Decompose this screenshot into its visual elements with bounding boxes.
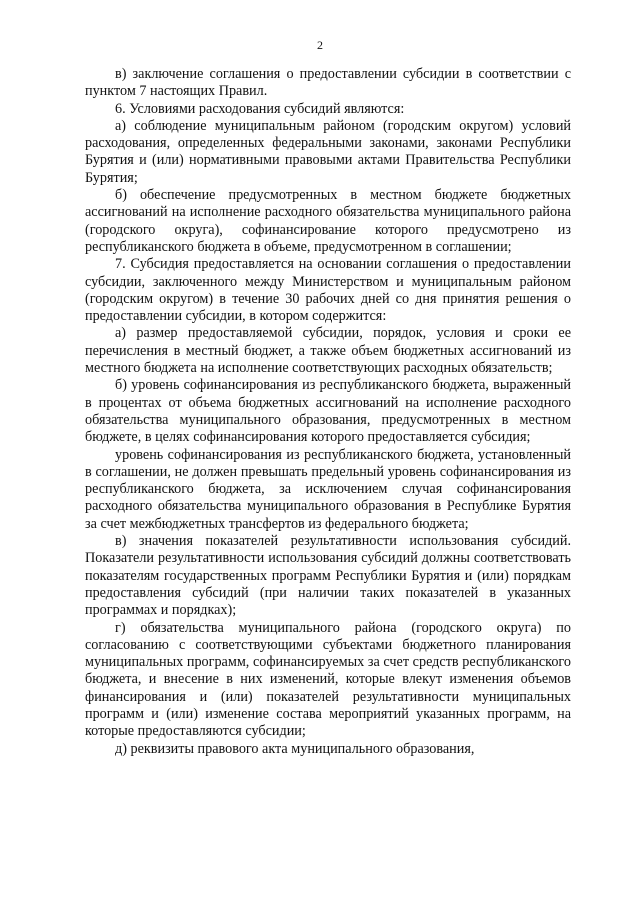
paragraph-7b-cofinancing-level: уровень софинансирования из республиканского бюджета, установленный в соглашении, не должен превышать предельный уровень софинансирования из республиканского бюджета, за исключением случая софинансирования расходного обязательства муниципального образования в Республике Бурятия за счет межбюджетных трансфертов из федерального бюджета; bbox=[85, 446, 571, 532]
paragraph-6b: б) обеспечение предусмотренных в местном бюджете бюджетных ассигнований на исполнение расходного обязательства муниципального района (городского округа), софинансирование которого предусмотрено из республиканского бюджета в объеме, предусмотренном в соглашении; bbox=[85, 187, 571, 255]
paragraph-section-6-heading: 6. Условиями расходования субсидий являются: bbox=[115, 100, 405, 117]
paragraph-7b: б) уровень софинансирования из республиканского бюджета, выраженный в процентах от объема бюджетных ассигнований на исполнение расходного обязательства муниципального образования, предусмотренных в местном бюджете, в целях софинансирования которого предоставляется субсидия; bbox=[85, 377, 571, 446]
document-body bbox=[85, 66, 571, 758]
paragraph-7g: г) обязательства муниципального района (городского округа) по согласованию с соответствующими субъектами бюджетного планирования муниципальных программ, софинансируемых за счет средств республиканского бюджета, и внесение в них изменений, которые влекут изменения объемов финансирования и (или) показателей результативности муниципальных программ и (или) изменение состава мероприятий указанных программ, на которые предоставляются субсидии; bbox=[85, 619, 571, 740]
paragraph-7v: в) значения показателей результативности использования субсидий. Показатели результативности использования субсидий должны соответствовать показателям государственных программ Республики Бурятия и (или) порядкам предоставления субсидий (при наличии таких показателей в указанных программах и порядках); bbox=[85, 533, 571, 619]
page-number: 2 bbox=[317, 38, 323, 52]
paragraph-agreement-conclusion: в) заключение соглашения о предоставлении субсидии в соответствии с пунктом 7 настоящих Правил. bbox=[85, 66, 571, 100]
paragraph-section-7: 7. Субсидия предоставляется на основании соглашения о предоставлении субсидии, заключенного между Министерством и муниципальным районом (городским округом) в течение 30 рабочих дней со дня принятия решения о предоставлении субсидии, в котором содержится: bbox=[85, 256, 571, 325]
paragraph-7a: а) размер предоставляемой субсидии, порядок, условия и сроки ее перечисления в местный бюджет, а также объем бюджетных ассигнований из местного бюджета на исполнение соответствующих расходных обязательств; bbox=[85, 325, 571, 377]
paragraph-7d: д) реквизиты правового акта муниципального образования, bbox=[115, 740, 475, 757]
paragraph-6a: а) соблюдение муниципальным районом (городским округом) условий расходования, определенных федеральными законами, законами Республики Бурятия и (или) нормативными правовыми актами Правительства Республики Бурятия; bbox=[85, 117, 571, 186]
